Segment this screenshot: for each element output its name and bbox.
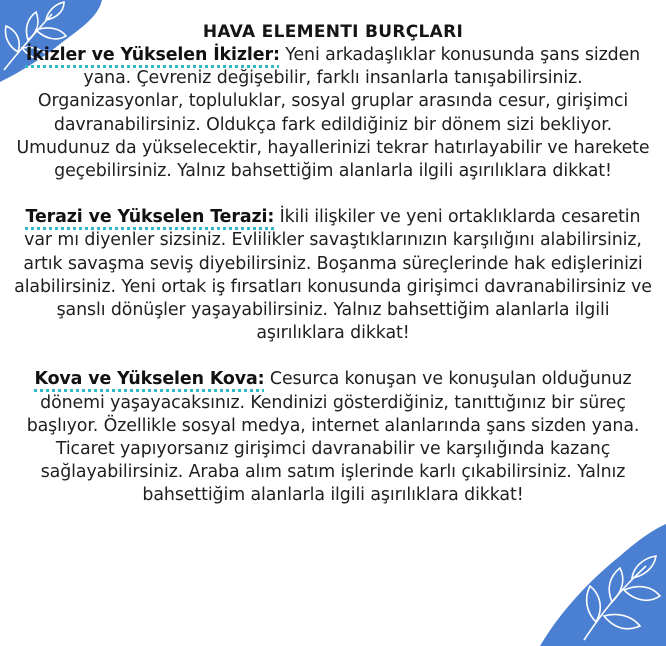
section-body-aquarius: Cesurca konuşan ve konuşulan olduğunuz dönemi yaşayacaksınız. Kendinizi gösterdiğiniz, tanıttığınız bir süreç başlıyor. Özellikle sosyal medya, internet alanlarında şans sizden yana. Ticaret yapıyorsanız girişimci davranabilir ve karşılığında kazanç sağlayabilirsiniz. Araba alım satım işlerinde karlı çıkabilirsiniz. Yalnız bahsettiğim alanlarla ilgili aşırılıklara dikkat! [26,369,640,506]
section-aquarius [14,368,652,507]
bottom-right-leaf-decoration [520,520,666,646]
section-heading-libra: Terazi ve Yükselen Terazi: [25,207,275,228]
section-heading-aquarius: Kova ve Yükselen Kova: [34,369,265,390]
document [14,14,652,508]
section-heading-gemini: İkizler ve Yükselen İkizler: [25,45,280,65]
section-body-gemini: Yeni arkadaşlıklar konusunda şans sizden yana. Çevreniz değişebilir, farklı insanlarla tanışabilirsiniz. Organizasyonlar, topluluklar, sosyal gruplar arasında cesur, girişimci davranabilirsiniz. Oldukça fark edildiğiniz bir dönem sizi bekliyor. Umudunuz da yükselecektir, hayallerinizi tekrar hatırlayabilir ve harekete geçebilirsiniz. Yalnız bahsettiğim alanlarla ilgili aşırılıklara dikkat! [16,45,650,182]
section-libra [14,206,652,345]
section-gemini [14,44,652,183]
page-title: HAVA ELEMENTI BURÇLARI [202,22,464,42]
section-body-libra: İkili ilişkiler ve yeni ortaklıklarda cesaretin var mı diyenler sizsiniz. Evlilikler savaştıklarınızın karşılığını alabilirsiniz, artık savaşma seviş diyebilirsiniz. Boşanma süreçlerinde hak edişlerinizi alabilirsiniz. Yeni ortak iş fırsatları konusunda girişimci davranabilirsiniz ve şanslı dönüşler yaşayabilirsiniz. Yalnız bahsettiğim alanlarla ilgili aşırılıklara dikkat! [14,207,652,344]
